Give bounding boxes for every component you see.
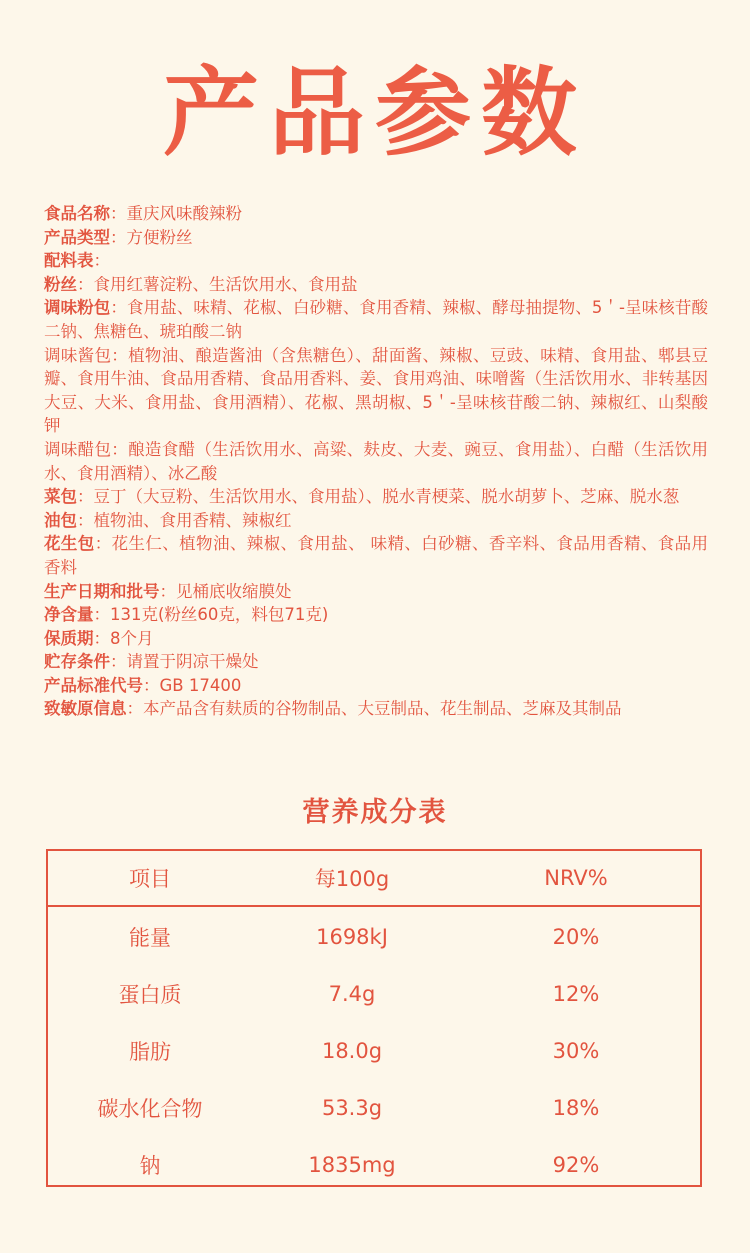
param-label: 净含量 [44, 605, 94, 625]
param-row [44, 438, 708, 485]
param-value: 植物油、食用香精、辣椒红 [93, 510, 292, 530]
nutrient-name: 能量 [129, 925, 171, 950]
param-separator: ： [143, 675, 160, 695]
param-row [44, 532, 708, 579]
param-row [44, 485, 708, 509]
param-separator: ： [93, 628, 110, 648]
param-label: 菜包 [44, 487, 77, 507]
param-row [44, 249, 708, 273]
nutrition-row [48, 908, 700, 965]
param-label: 调味酱包 [44, 345, 112, 365]
nutrient-nrv: 12% [552, 981, 600, 1006]
nutrient-per100g: 1698kJ [316, 924, 388, 949]
param-row [44, 650, 708, 674]
param-row [44, 226, 708, 250]
nutrient-name: 脂肪 [129, 1039, 171, 1064]
nutrition-body [48, 907, 700, 1193]
param-label: 调味粉包 [44, 298, 111, 318]
param-separator: ： [126, 699, 143, 719]
param-value: 酿造食醋（生活饮用水、高粱、麸皮、大麦、豌豆、食用盐）、白醋（生活饮用水、食用酒精）、冰乙酸 [44, 439, 709, 483]
param-row [44, 627, 708, 651]
param-label: 花生包 [44, 534, 95, 554]
param-label: 粉丝 [44, 274, 77, 294]
nutrition-table [46, 849, 702, 1187]
param-separator: ： [111, 345, 129, 365]
param-row [44, 202, 708, 226]
product-params [44, 202, 708, 721]
param-value: 8个月 [110, 628, 154, 648]
param-row [44, 580, 708, 604]
nutrient-name: 钠 [139, 1153, 161, 1178]
nutrient-per100g: 1835mg [308, 1152, 396, 1177]
param-label: 食品名称 [44, 204, 110, 223]
nutrient-nrv: 18% [552, 1095, 600, 1120]
param-label: 调味醋包 [44, 439, 112, 459]
nutrient-per100g: 53.3g [321, 1095, 383, 1120]
param-value: 食用红薯淀粉、生活饮用水、食用盐 [93, 274, 358, 294]
param-separator: ： [110, 204, 127, 223]
param-separator: ： [93, 605, 110, 625]
param-label: 保质期 [44, 628, 94, 648]
param-label: 致敏原信息 [44, 699, 127, 719]
param-value: 植物油、酿造酱油（含焦糖色）、甜面酱、辣椒、豆豉、味精、食用盐、郫县豆瓣、食用牛油、食品用香精、食品用香料、姜、食用鸡油、味噌酱（生活饮用水、非转基因大豆、大米、食用盐、食用酒精）、花椒、黑胡椒、5＇-呈味核苷酸二钠、辣椒红、山梨酸钾 [44, 345, 709, 436]
nutrient-per100g: 18.0g [321, 1038, 383, 1063]
nutrient-name: 蛋白质 [118, 982, 182, 1007]
nutrient-nrv: 92% [552, 1152, 600, 1177]
nutrition-header-row [48, 851, 700, 907]
param-label: 生产日期和批号 [44, 581, 160, 601]
param-label: 贮存条件 [44, 652, 110, 672]
param-separator: ： [110, 298, 128, 318]
param-label: 配料表 [44, 251, 94, 271]
param-value: 方便粉丝 [126, 227, 193, 247]
nutrition-row [48, 1136, 700, 1193]
param-value: 131克(粉丝60克，料包71克) [110, 605, 329, 625]
param-value: 请置于阴凉干燥处 [126, 652, 259, 672]
nutrition-row [48, 1022, 700, 1079]
param-row [44, 674, 708, 698]
param-separator: ： [77, 510, 94, 530]
param-value: 重庆风味酸辣粉 [126, 204, 242, 223]
param-row [44, 296, 708, 343]
header-item: 项目 [129, 867, 171, 891]
param-row [44, 509, 708, 533]
nutrient-per100g: 7.4g [328, 981, 376, 1006]
param-separator: ： [111, 439, 129, 459]
param-value: GB 17400 [159, 675, 242, 695]
nutrition-title: 营养成分表 [302, 797, 448, 828]
param-label: 油包 [44, 510, 77, 530]
param-row [44, 697, 708, 721]
header-per100g: 每100g [314, 867, 390, 891]
param-row [44, 344, 708, 438]
param-label: 产品标准代号 [44, 675, 143, 695]
page-title: 产品参数 [163, 57, 587, 169]
nutrient-name: 碳水化合物 [97, 1096, 203, 1121]
param-separator: ： [159, 581, 176, 601]
param-row [44, 273, 708, 297]
param-value: 食用盐、味精、花椒、白砂糖、食用香精、辣椒、酵母抽提物、5＇-呈味核苷酸二钠、焦糖色、琥珀酸二钠 [44, 298, 709, 341]
param-value: 本产品含有麸质的谷物制品、大豆制品、花生制品、芝麻及其制品 [143, 699, 622, 719]
param-value: 花生仁、植物油、辣椒、食用盐、 味精、白砂糖、香辛料、食品用香精、食品用香料 [44, 534, 709, 577]
param-separator: ： [110, 227, 127, 247]
nutrition-row [48, 1079, 700, 1136]
param-value: 豆丁（大豆粉、生活饮用水、食用盐）、脱水青梗菜、脱水胡萝卜、芝麻、脱水葱 [93, 487, 680, 507]
param-separator: ： [93, 251, 110, 271]
nutrient-nrv: 20% [552, 924, 600, 949]
nutrition-row [48, 965, 700, 1022]
param-separator: ： [110, 652, 127, 672]
nutrient-nrv: 30% [552, 1038, 600, 1063]
param-label: 产品类型 [44, 227, 110, 247]
param-separator: ： [94, 534, 112, 554]
header-nrv: NRV% [544, 866, 608, 890]
param-separator: ： [77, 274, 94, 294]
param-row [44, 603, 708, 627]
param-separator: ： [77, 487, 94, 507]
param-value: 见桶底收缩膜处 [176, 581, 292, 601]
